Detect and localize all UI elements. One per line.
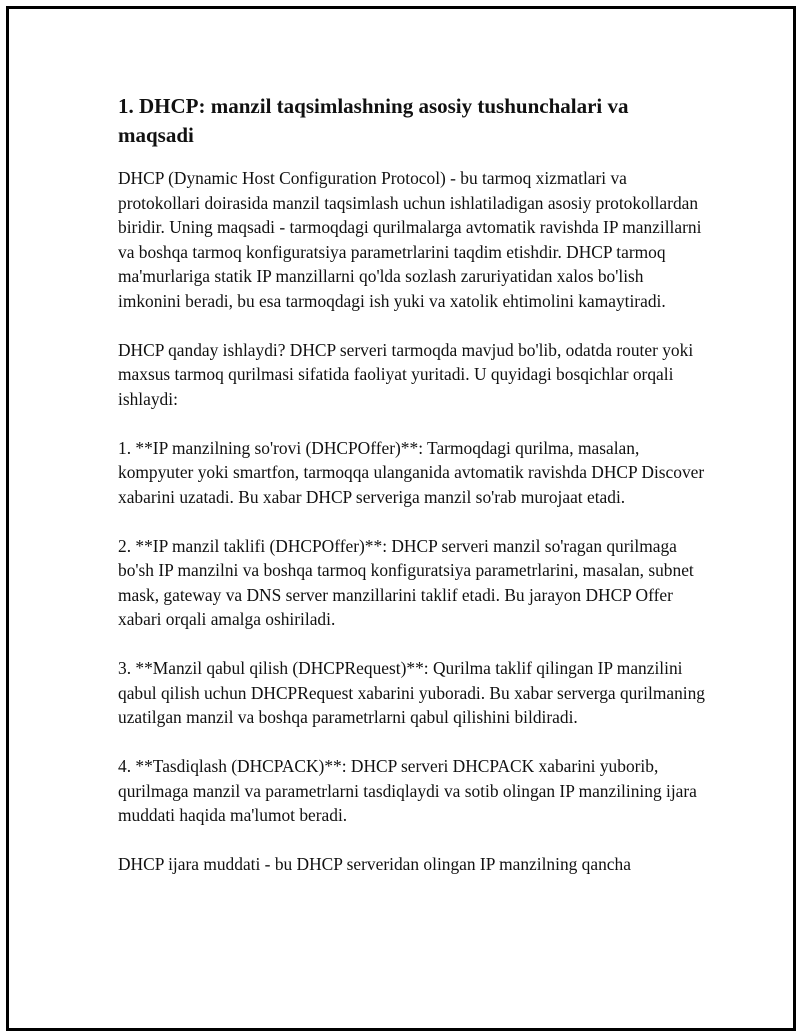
paragraph-how-it-works: DHCP qanday ishlaydi? DHCP serveri tarmoqda mavjud bo'lib, odatda router yoki maxsus tarmoq qurilmasi sifatida faoliyat yuritadi. U quyidagi bosqichlar orqali ishlaydi: bbox=[118, 339, 694, 409]
paragraph-step-4: 4. **Tasdiqlash (DHCPACK)**: DHCP serveri DHCPACK xabarini yuborib, qurilmaga manzil va parametrlarni tasdiqlaydi va sotib olingan IP manzilining ijara muddati haqida ma'lumot beradi. bbox=[118, 756, 697, 825]
document-body bbox=[118, 92, 708, 901]
paragraph-lease: DHCP ijara muddati - bu DHCP serveridan olingan IP manzilning qancha bbox=[118, 854, 631, 874]
paragraph-step-3: 3. **Manzil qabul qilish (DHCPRequest)**: Qurilma taklif qilingan IP manzilini qabul qilish uchun DHCPRequest xabarini yuboradi. Bu xabar serverga qurilmaning uzatilgan manzil va boshqa parametrlarni qabul qilishini bildiradi. bbox=[118, 658, 705, 727]
paragraph-step-1: 1. **IP manzilning so'rovi (DHCPOffer)**: Tarmoqdagi qurilma, masalan, kompyuter yoki smartfon, tarmoqqa ulanganida avtomatik ravishda DHCP Discover xabarini uzatadi. Bu xabar DHCP serveriga manzil so'rab murojaat etadi. bbox=[118, 437, 705, 507]
section-heading: 1. DHCP: manzil taqsimlashning asosiy tushunchalari va maqsadi bbox=[118, 94, 629, 147]
paragraph-intro: DHCP (Dynamic Host Configuration Protocol) - bu tarmoq xizmatlari va protokollari doirasida manzil taqsimlash uchun ishlatiladigan asosiy protokollardan biridir. Uning maqsadi - tarmoqdagi qurilmalarga avtomatik ravishda IP manzillarni va boshqa tarmoq konfiguratsiya parametrlarini taqdim etishdir. DHCP tarmoq ma'murlariga statik IP manzillarni qo'lda sozlash zaruriyatidan xalos bo'lish imkonini beradi, bu esa tarmoqdagi ish yuki va xatolik ehtimolini kamaytiradi. bbox=[118, 168, 702, 311]
paragraph-step-2: 2. **IP manzil taklifi (DHCPOffer)**: DHCP serveri manzil so'ragan qurilmaga bo'sh IP manzilni va boshqa tarmoq konfiguratsiya parametrlarini, masalan, subnet mask, gateway va DNS server manzillarini taklif etadi. Bu jarayon DHCP Offer xabari orqali amalga oshiriladi. bbox=[118, 535, 694, 629]
